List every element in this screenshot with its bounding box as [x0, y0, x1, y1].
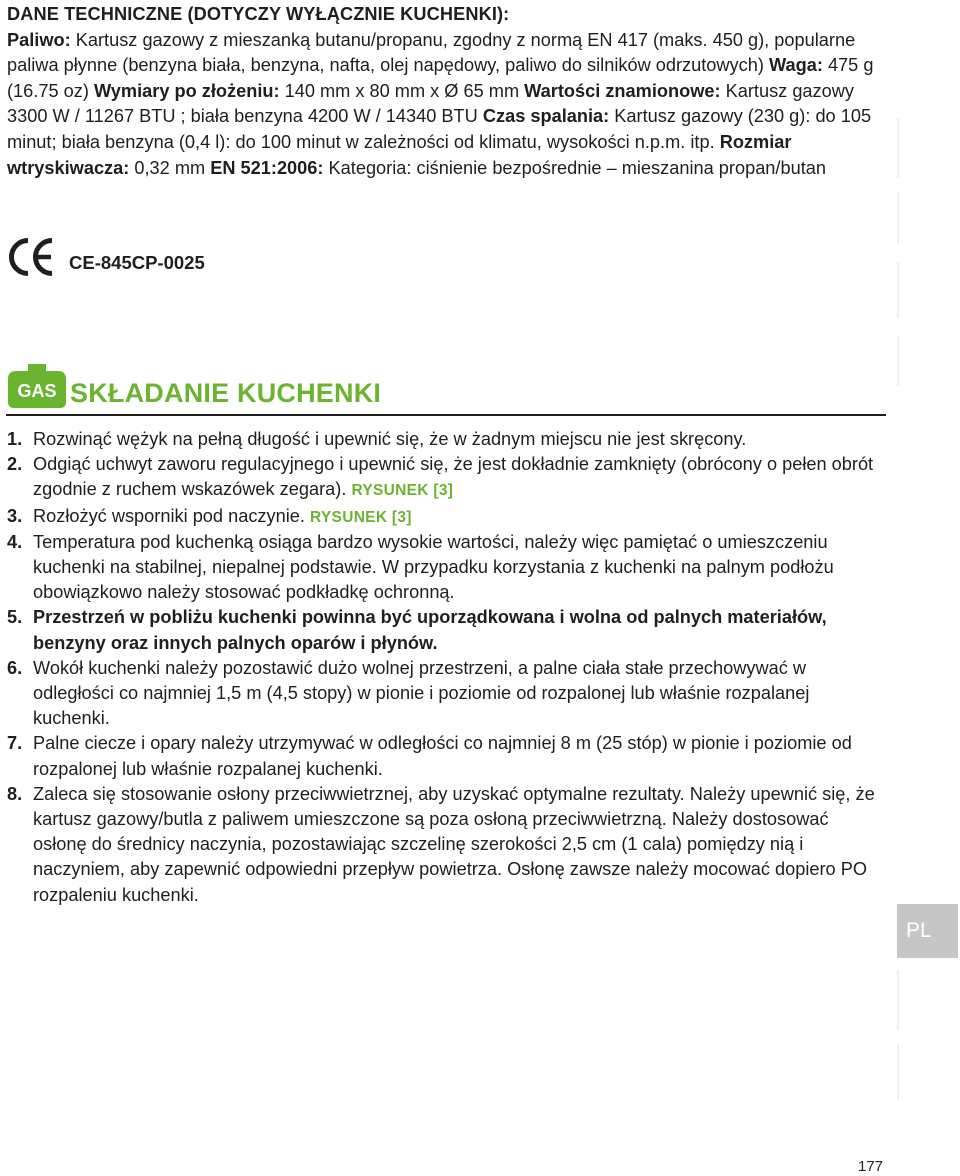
step-text: Zaleca się stosowanie osłony przeciwwietrznej, aby uzyskać optymalne rezultaty. Należy upewnić się, że kartusz gazowy/butla z paliwem umieszczone są poza osłoną przeciwwietrzną. Należy dostosować osłonę do średnicy naczynia, pozostawiając szczelinę szerokości 2,5 cm (1 cala) pomiędzy nią i naczyniem, aby zapewnić odpowiedni przepływ powietrza. Osłonę zawsze należy mocować dopiero PO rozpaleniu kuchenki. — [33, 783, 875, 905]
margin-divider — [897, 262, 899, 318]
step-number: 6. — [7, 657, 23, 678]
specs-title: DANE TECHNICZNE (DOTYCZY WYŁĄCZNIE KUCHENKI): — [7, 4, 510, 24]
step-text: Rozwinąć wężyk na pełną długość i upewnić się, że w żadnym miejscu nie jest skręcony. — [33, 429, 747, 449]
list-item — [7, 605, 887, 655]
jet-size-text: 0,32 mm — [134, 157, 206, 178]
step-number: 4. — [7, 531, 23, 552]
list-item — [7, 427, 887, 452]
language-tab: PL — [897, 904, 958, 958]
section-title: SKŁADANIE KUCHENKI — [70, 378, 382, 408]
step-number: 3. — [7, 505, 23, 526]
dims-label: Wymiary po złożeniu: — [93, 80, 280, 101]
ce-mark-icon — [7, 237, 57, 277]
assembly-steps — [7, 427, 887, 908]
step-number: 1. — [7, 429, 23, 449]
list-item — [7, 504, 887, 530]
list-item — [7, 731, 887, 781]
list-item — [7, 530, 887, 606]
jet-size-label: Rozmiar wtryskiwacza: — [7, 131, 792, 178]
dims-text: 140 mm x 80 mm x Ø 65 mm — [284, 80, 520, 101]
section-header — [6, 362, 886, 416]
figure-reference: RYSUNEK [3] — [351, 482, 454, 500]
margin-divider — [897, 970, 899, 1030]
step-text: Odgiąć uchwyt zaworu regulacyjnego i upewnić się, że jest dokładnie zamknięty (obrócony o pełen obrót zgodnie z ruchem wskazówek zegara). — [33, 454, 874, 500]
step-text: Rozłożyć wsporniki pod naczynie. — [33, 505, 305, 526]
gas-badge-icon — [6, 362, 68, 410]
step-text: Palne ciecze i opary należy utrzymywać w odległości co najmniej 8 m (25 stóp) w pionie i poziomie od rozpalonej lub właśnie rozpalanej kuchenki. — [33, 733, 852, 779]
specs-body — [7, 28, 887, 182]
figure-reference: RYSUNEK [3] — [310, 508, 412, 526]
margin-divider — [897, 192, 899, 244]
weight-text: 475 g (16.75 oz) — [7, 55, 874, 101]
step-text: Przestrzeń w pobliżu kuchenki powinna być uporządkowana i wolna od palnych materiałów, benzyny oraz innych palnych oparów i płynów. — [33, 607, 827, 653]
fuel-label: Paliwo: — [7, 29, 71, 50]
technical-specs — [7, 2, 887, 181]
ce-code: CE-845CP-0025 — [69, 252, 205, 273]
margin-divider — [897, 1044, 899, 1100]
list-item — [7, 656, 887, 732]
burn-time-label: Czas spalania: — [482, 106, 610, 127]
ce-certification — [7, 236, 205, 278]
rating-label: Wartości znamionowe: — [524, 80, 721, 101]
list-item — [7, 782, 887, 908]
step-text: Wokół kuchenki należy pozostawić dużo wolnej przestrzeni, a palne ciała stałe przechowywać w odległości co najmniej 1,5 m (4,5 stopy) w pionie i poziomie od rozpalonej lub właśnie rozpalanej kuchenki. — [33, 657, 810, 729]
step-number: 2. — [7, 454, 23, 475]
step-number: 8. — [7, 783, 23, 804]
en-standard-label: EN 521:2006: — [210, 157, 324, 178]
margin-divider — [897, 118, 899, 178]
fuel-text: Kartusz gazowy z mieszanką butanu/propanu, zgodny z normą EN 417 (maks. 450 g), popularne paliwa płynne (benzyna biała, benzyna, nafta, olej napędowy, paliwo do silników odrzutowych) — [7, 29, 856, 76]
en-standard-text: Kategoria: ciśnienie bezpośrednie – mieszanina propan/butan — [328, 157, 826, 178]
margin-divider — [897, 336, 899, 386]
rating-text: Kartusz gazowy 3300 W / 11267 BTU ; biała benzyna 4200 W / 14340 BTU — [7, 80, 854, 127]
step-number: 7. — [7, 733, 23, 754]
list-item — [7, 452, 887, 503]
step-number: 5. — [7, 607, 23, 628]
burn-time-text: Kartusz gazowy (230 g): do 105 minut; biała benzyna (0,4 l): do 100 minut w zależności od klimatu, wysokości n.p.m. itp. — [7, 106, 872, 152]
gas-badge-text: GAS — [17, 381, 57, 401]
step-text: Temperatura pod kuchenką osiąga bardzo wysokie wartości, należy więc pamiętać o umieszczeniu kuchenki na stabilnej, niepalnej podstawie. W przypadku korzystania z kuchenki na palnym podłożu obowiązkowo należy stosować podkładkę ochronną. — [33, 531, 834, 603]
weight-label: Waga: — [768, 55, 823, 76]
page-number: 177 — [858, 1158, 884, 1175]
